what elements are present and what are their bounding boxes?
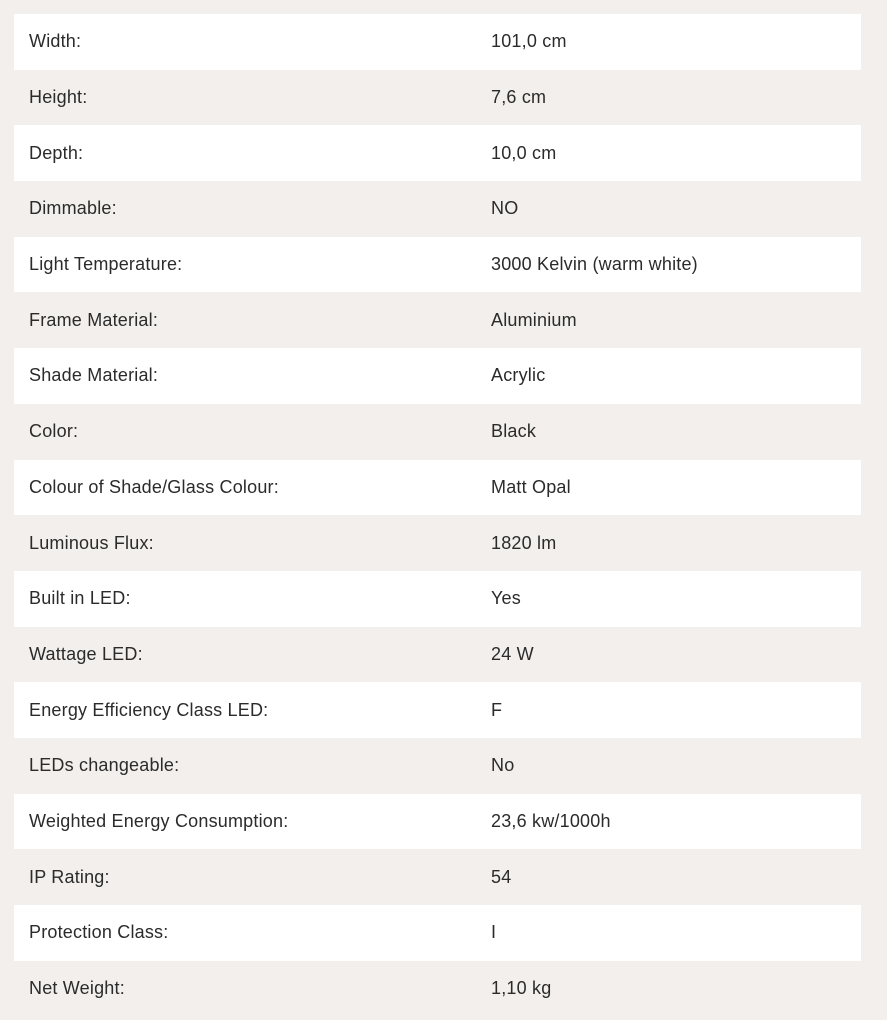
spec-label: Depth: — [29, 142, 84, 163]
spec-value: 101,0 cm — [491, 31, 567, 52]
spec-value: 1,10 kg — [491, 978, 552, 999]
spec-value: 1820 lm — [491, 532, 557, 553]
spec-label: Weighted Energy Consumption: — [29, 810, 289, 831]
spec-label: Light Temperature: — [29, 254, 183, 275]
spec-label: Frame Material: — [29, 309, 159, 330]
spec-label: Dimmable: — [29, 198, 117, 219]
spec-label: Color: — [29, 421, 79, 442]
spec-value: I — [491, 922, 497, 943]
spec-row-net-weight — [14, 961, 861, 1017]
spec-row-luminous-flux — [14, 515, 861, 571]
spec-label: Colour of Shade/Glass Colour: — [29, 476, 279, 497]
spec-row-protection-class — [14, 905, 861, 961]
spec-value: NO — [491, 198, 519, 219]
spec-row-energy-efficiency-class — [14, 682, 861, 738]
spec-row-shade-colour — [14, 460, 861, 516]
spec-row-frame-material — [14, 292, 861, 348]
spec-value: 23,6 kw/1000h — [491, 810, 611, 831]
spec-value: No — [491, 755, 515, 776]
spec-label: Energy Efficiency Class LED: — [29, 699, 269, 720]
spec-label: Net Weight: — [29, 978, 125, 999]
spec-value: 10,0 cm — [491, 142, 557, 163]
spec-value: Black — [491, 421, 537, 442]
spec-row-wattage-led — [14, 627, 861, 683]
spec-row-weighted-energy-consumption — [14, 794, 861, 850]
spec-row-shade-material — [14, 348, 861, 404]
spec-label: Width: — [29, 31, 82, 52]
spec-value: Matt Opal — [491, 476, 571, 497]
spec-row-ip-rating — [14, 849, 861, 905]
spec-row-color — [14, 404, 861, 460]
spec-row-built-in-led — [14, 571, 861, 627]
spec-value: Acrylic — [491, 365, 546, 386]
spec-row-leds-changeable — [14, 738, 861, 794]
spec-row-dimmable — [14, 181, 861, 237]
spec-label: Wattage LED: — [29, 643, 143, 664]
spec-label: IP Rating: — [29, 866, 110, 887]
spec-value: Aluminium — [491, 309, 577, 330]
spec-row-depth — [14, 125, 861, 181]
spec-label: LEDs changeable: — [29, 755, 180, 776]
spec-value: 7,6 cm — [491, 87, 547, 108]
spec-label: Shade Material: — [29, 365, 159, 386]
spec-table — [14, 14, 861, 1016]
spec-value: 3000 Kelvin (warm white) — [491, 254, 698, 275]
spec-label: Built in LED: — [29, 588, 131, 609]
spec-value: 54 — [491, 866, 512, 887]
spec-row-height — [14, 70, 861, 126]
spec-label: Height: — [29, 87, 88, 108]
spec-row-light-temperature — [14, 237, 861, 293]
spec-label: Luminous Flux: — [29, 532, 154, 553]
spec-label: Protection Class: — [29, 922, 169, 943]
spec-value: Yes — [491, 588, 521, 609]
spec-value: F — [491, 699, 503, 720]
spec-value: 24 W — [491, 643, 534, 664]
spec-row-width — [14, 14, 861, 70]
